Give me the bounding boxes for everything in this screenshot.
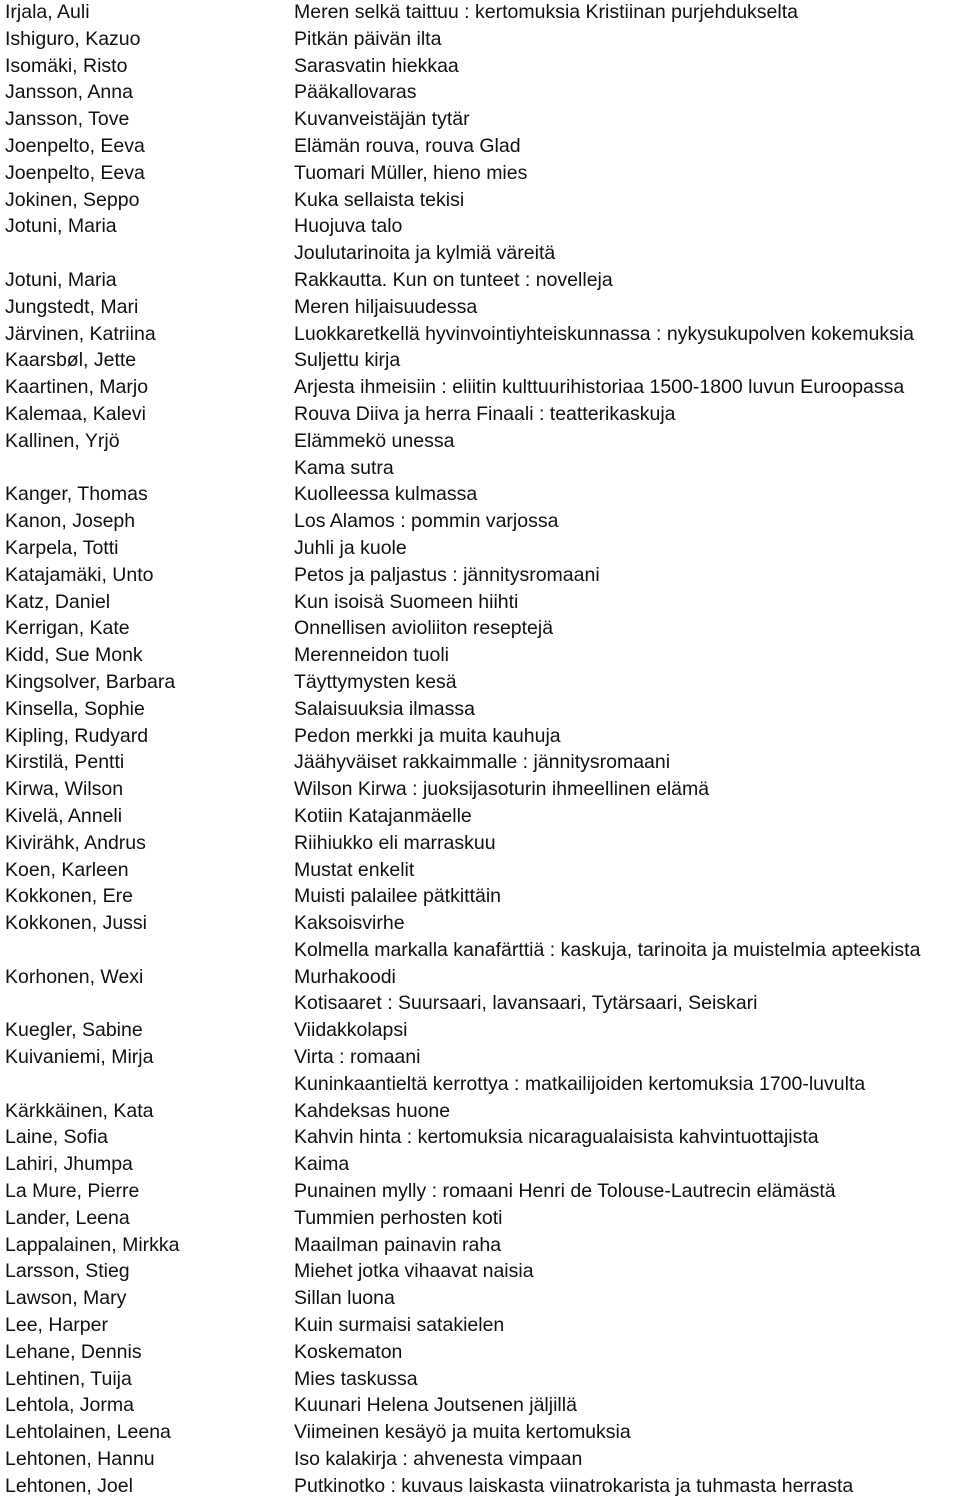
list-item (0, 428, 960, 455)
book-title: Kuolleessa kulmassa (294, 483, 478, 506)
book-title: Pedon merkki ja muita kauhuja (294, 724, 561, 747)
author-name: Lehtonen, Hannu (5, 1448, 155, 1471)
author-name: Lehane, Dennis (5, 1340, 142, 1363)
list-item (0, 535, 960, 562)
list-item (0, 1017, 960, 1044)
list-item (0, 1178, 960, 1205)
list-item (0, 1205, 960, 1232)
book-title: Riihiukko eli marraskuu (294, 831, 496, 854)
author-name: Lehtonen, Joel (5, 1474, 133, 1497)
book-title: Kuin surmaisi satakielen (294, 1314, 505, 1337)
author-name: Jansson, Anna (5, 81, 133, 104)
list-item (0, 723, 960, 750)
book-title: Kama sutra (294, 456, 394, 479)
list-item (0, 990, 960, 1017)
book-title: Joulutarinoita ja kylmiä väreitä (294, 242, 556, 265)
author-name: Lehtolainen, Leena (5, 1421, 171, 1444)
book-title: Viidakkolapsi (294, 1019, 408, 1042)
book-title: Merenneidon tuoli (294, 644, 450, 667)
book-title: Tummien perhosten koti (294, 1206, 503, 1229)
list-item (0, 133, 960, 160)
book-title: Rakkautta. Kun on tunteet : novelleja (294, 268, 613, 291)
author-name: Katajamäki, Unto (5, 563, 154, 586)
book-title: Sillan luona (294, 1287, 395, 1310)
book-title: Koskematon (294, 1340, 403, 1363)
list-item (0, 294, 960, 321)
author-name: Kokkonen, Ere (5, 885, 133, 908)
list-item (0, 508, 960, 535)
author-name: Lappalainen, Mirkka (5, 1233, 180, 1256)
list-item (0, 1312, 960, 1339)
list-item (0, 669, 960, 696)
author-name: Kidd, Sue Monk (5, 644, 143, 667)
author-name: Jungstedt, Mari (5, 295, 139, 318)
list-item (0, 1366, 960, 1393)
list-item (0, 26, 960, 53)
book-title: Jäähyväiset rakkaimmalle : jännitysromaani (294, 751, 671, 774)
author-name: Kanon, Joseph (5, 510, 136, 533)
list-item (0, 187, 960, 214)
author-name: Kalemaa, Kalevi (5, 402, 146, 425)
list-item (0, 857, 960, 884)
book-title: Luokkaretkellä hyvinvointiyhteiskunnassa : nykysukupolven kokemuksia (294, 322, 914, 345)
book-title: Kuvanveistäjän tytär (294, 108, 470, 131)
book-title: Rouva Diiva ja herra Finaali : teatterikaskuja (294, 402, 676, 425)
book-title: Tuomari Müller, hieno mies (294, 161, 528, 184)
list-item (0, 1258, 960, 1285)
author-name: Laine, Sofia (5, 1126, 108, 1149)
book-title: Pitkän päivän ilta (294, 27, 442, 50)
author-name: Larsson, Stieg (5, 1260, 130, 1283)
book-title: Pääkallovaras (294, 81, 417, 104)
author-name: Kärkkäinen, Kata (5, 1099, 154, 1122)
list-item (0, 937, 960, 964)
book-title: Punainen mylly : romaani Henri de Tolouse-Lautrecin elämästä (294, 1180, 836, 1203)
author-name: Joenpelto, Eeva (5, 161, 145, 184)
author-name: Kipling, Rudyard (5, 724, 149, 747)
author-name: Joenpelto, Eeva (5, 134, 145, 157)
list-item (0, 1151, 960, 1178)
list-item (0, 1124, 960, 1151)
list-item (0, 589, 960, 616)
book-title: Elämän rouva, rouva Glad (294, 134, 521, 157)
author-name: Kuegler, Sabine (5, 1019, 143, 1042)
book-title: Virta : romaani (294, 1046, 421, 1069)
list-item (0, 615, 960, 642)
book-title: Murhakoodi (294, 965, 396, 988)
book-title: Viimeinen kesäyö ja muita kertomuksia (294, 1421, 631, 1444)
author-name: Lahiri, Jhumpa (5, 1153, 133, 1176)
list-item (0, 1098, 960, 1125)
book-title: Los Alamos : pommin varjossa (294, 510, 559, 533)
list-item (0, 964, 960, 991)
list-item (0, 374, 960, 401)
list-item (0, 1044, 960, 1071)
book-title: Juhli ja kuole (294, 536, 407, 559)
book-title: Petos ja paljastus : jännitysromaani (294, 563, 600, 586)
list-item (0, 79, 960, 106)
list-item (0, 160, 960, 187)
author-name: Kallinen, Yrjö (5, 429, 120, 452)
list-item (0, 1419, 960, 1446)
book-title: Kotisaaret : Suursaari, lavansaari, Tytärsaari, Seiskari (294, 992, 758, 1015)
book-title: Mies taskussa (294, 1367, 418, 1390)
book-title: Mustat enkelit (294, 858, 415, 881)
list-item (0, 562, 960, 589)
list-item (0, 455, 960, 482)
list-item (0, 481, 960, 508)
author-name: Kanger, Thomas (5, 483, 148, 506)
author-name: Koen, Karleen (5, 858, 129, 881)
list-item (0, 776, 960, 803)
book-title: Kotiin Katajanmäelle (294, 804, 472, 827)
book-title: Kuka sellaista tekisi (294, 188, 465, 211)
author-name: Järvinen, Katriina (5, 322, 156, 345)
author-name: Lehtola, Jorma (5, 1394, 134, 1417)
list-item (0, 696, 960, 723)
author-name: Kirstilä, Pentti (5, 751, 125, 774)
book-title: Iso kalakirja : ahvenesta vimpaan (294, 1448, 583, 1471)
list-item (0, 910, 960, 937)
list-item (0, 213, 960, 240)
list-item (0, 347, 960, 374)
book-title: Arjesta ihmeisiin : eliitin kulttuurihistoriaa 1500-1800 luvun Euroopassa (294, 376, 905, 399)
book-title: Wilson Kirwa : juoksijasoturin ihmeellinen elämä (294, 778, 710, 801)
book-title: Kaksoisvirhe (294, 912, 405, 935)
author-name: Kingsolver, Barbara (5, 670, 176, 693)
book-title: Kahdeksas huone (294, 1099, 451, 1122)
list-item (0, 1392, 960, 1419)
author-name: Jotuni, Maria (5, 215, 117, 238)
author-name: Irjala, Auli (5, 1, 90, 23)
author-name: Ishiguro, Kazuo (5, 27, 141, 50)
author-name: Kinsella, Sophie (5, 697, 145, 720)
book-title: Elämmekö unessa (294, 429, 455, 452)
author-name: Katz, Daniel (5, 590, 111, 613)
book-title: Miehet jotka vihaavat naisia (294, 1260, 534, 1283)
author-name: Kerrigan, Kate (5, 617, 130, 640)
book-title: Maailman painavin raha (294, 1233, 502, 1256)
book-title: Kahvin hinta : kertomuksia nicaragualaisista kahvintuottajista (294, 1126, 819, 1149)
author-name: Jansson, Tove (5, 108, 130, 131)
book-title: Huojuva talo (294, 215, 403, 238)
list-item (0, 1285, 960, 1312)
book-title: Kaima (294, 1153, 350, 1176)
list-item (0, 321, 960, 348)
list-item (0, 749, 960, 776)
author-name: Karpela, Totti (5, 536, 119, 559)
book-title: Meren hiljaisuudessa (294, 295, 478, 318)
author-name: Kokkonen, Jussi (5, 912, 147, 935)
book-title: Kuunari Helena Joutsenen jäljillä (294, 1394, 577, 1417)
list-item (0, 0, 960, 26)
list-item (0, 1446, 960, 1473)
book-title: Meren selkä taittuu : kertomuksia Kristiinan purjehdukselta (294, 1, 798, 23)
book-title: Sarasvatin hiekkaa (294, 54, 459, 77)
book-title: Kolmella markalla kanafärttiä : kaskuja, tarinoita ja muistelmia apteekista (294, 938, 921, 961)
list-item (0, 53, 960, 80)
book-title: Suljettu kirja (294, 349, 401, 372)
list-item (0, 1339, 960, 1366)
author-name: Lehtinen, Tuija (5, 1367, 132, 1390)
author-name: Lander, Leena (5, 1206, 130, 1229)
list-item (0, 106, 960, 133)
author-name: Kivelä, Anneli (5, 804, 123, 827)
author-name: Jokinen, Seppo (5, 188, 140, 211)
author-name: Kirwa, Wilson (5, 778, 124, 801)
author-name: La Mure, Pierre (5, 1180, 140, 1203)
author-name: Kaarsbøl, Jette (5, 349, 137, 372)
list-item (0, 1232, 960, 1259)
author-name: Isomäki, Risto (5, 54, 128, 77)
author-name: Kivirähk, Andrus (5, 831, 146, 854)
book-title: Putkinotko : kuvaus laiskasta viinatrokarista ja tuhmasta herrasta (294, 1474, 854, 1497)
author-name: Lee, Harper (5, 1314, 108, 1337)
list-item (0, 1071, 960, 1098)
book-title: Kuninkaantieltä kerrottya : matkailijoiden kertomuksia 1700-luvulta (294, 1072, 866, 1095)
book-title: Muisti palailee pätkittäin (294, 885, 502, 908)
author-name: Jotuni, Maria (5, 268, 117, 291)
list-item (0, 803, 960, 830)
list-item (0, 830, 960, 857)
book-title: Täyttymysten kesä (294, 670, 457, 693)
author-name: Korhonen, Wexi (5, 965, 144, 988)
author-name: Lawson, Mary (5, 1287, 127, 1310)
book-title: Onnellisen avioliiton reseptejä (294, 617, 554, 640)
list-item (0, 642, 960, 669)
book-title: Salaisuuksia ilmassa (294, 697, 475, 720)
author-name: Kaartinen, Marjo (5, 376, 149, 399)
list-item (0, 883, 960, 910)
list-item (0, 240, 960, 267)
book-title: Kun isoisä Suomeen hiihti (294, 590, 519, 613)
list-item (0, 401, 960, 428)
author-name: Kuivaniemi, Mirja (5, 1046, 154, 1069)
list-item (0, 267, 960, 294)
